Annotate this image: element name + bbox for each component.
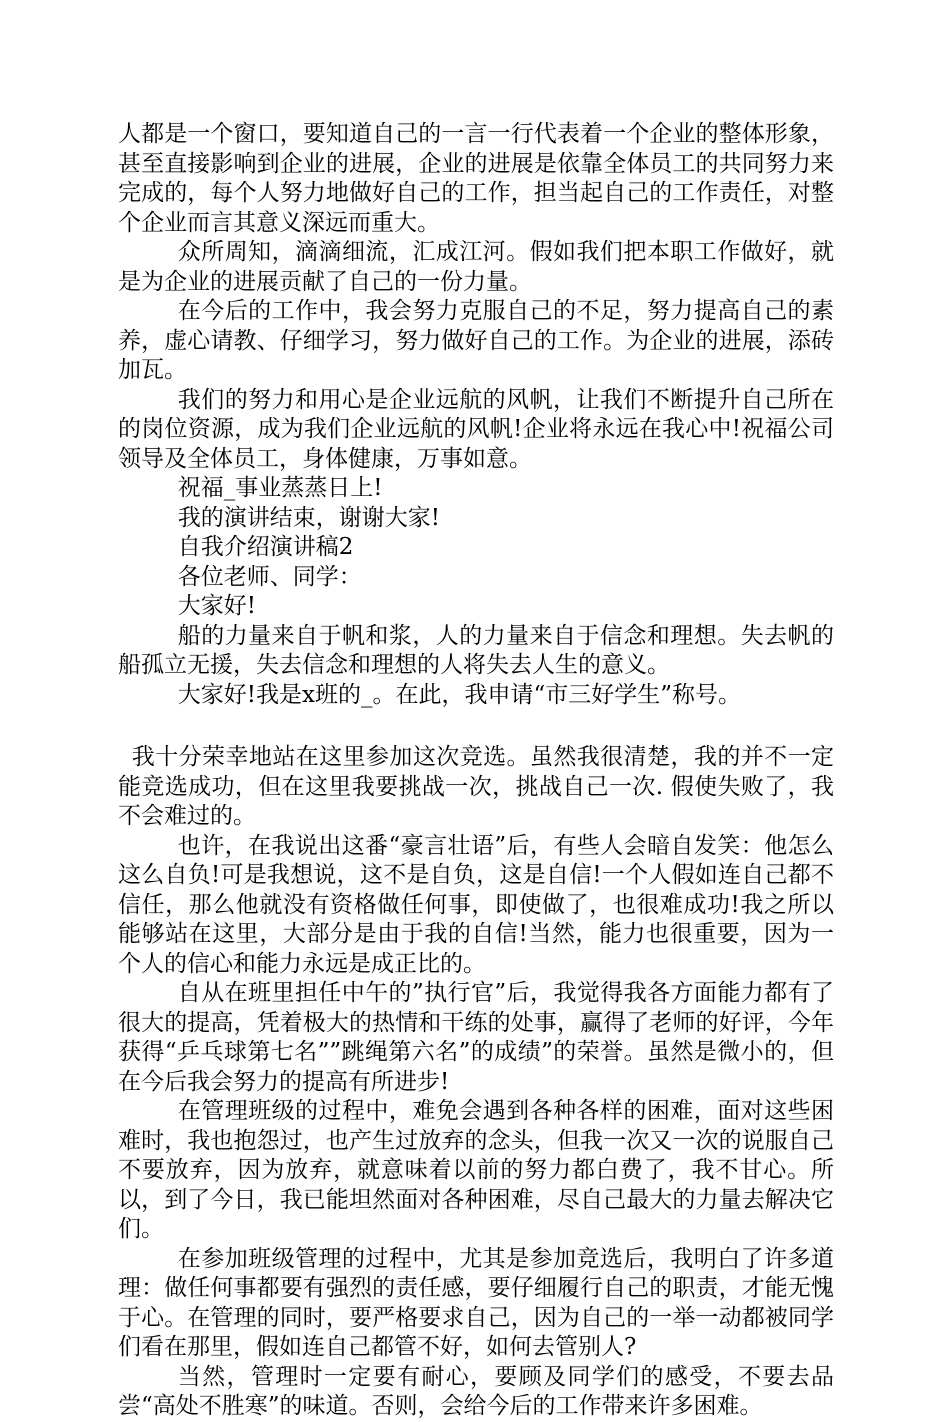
paragraph: 当然，管理时一定要有耐心，要顾及同学们的感受，不要去品尝“高处不胜寒”的味道。否则，会给今后的工作带来许多困难。	[118, 1363, 834, 1419]
paragraph: 在今后的工作中，我会努力克服自己的不足，努力提高自己的素养，虚心请教、仔细学习，努力做好自己的工作。为企业的进展，添砖加瓦。	[118, 298, 834, 383]
section-title: 自我介绍演讲稿2	[177, 534, 354, 560]
paragraph: 众所周知，滴滴细流，汇成江河。假如我们把本职工作做好，就是为企业的进展贡献了自己的一份力量。	[118, 239, 834, 295]
paragraph: 人都是一个窗口，要知道自己的一言一行代表着一个企业的整体形象，甚至直接影响到企业的进展，企业的进展是依靠全体员工的共同努力来完成的，每个人努力地做好自己的工作，担当起自己的工作责任，对整个企业而言其意义深远而重大。	[118, 121, 834, 236]
paragraph: 在管理班级的过程中，难免会遇到各种各样的困难，面对这些困难时，我也抱怨过，也产生过放弃的念头，但我一次又一次的说服自己不要放弃，因为放弃，就意味着以前的努力都白费了，我不甘心。所以，到了今日，我已能坦然面对各种困难，尽自己最大的力量去解决它们。	[118, 1098, 834, 1242]
closing-thanks: 我的演讲结束，谢谢大家!	[177, 504, 441, 531]
document-page	[118, 120, 834, 1422]
paragraph: 也许，在我说出这番“豪言壮语”后，有些人会暗自发笑：他怎么这么自负!可是我想说，这不是自负，这是自信!一个人假如连自己都不信任，那么他就没有资格做任何事，即使做了，也很难成功!我之所以能够站在这里，大部分是由于我的自信!当然，能力也很重要，因为一个人的信心和能力永远是成正比的。	[118, 832, 834, 977]
speech-part-two	[118, 832, 834, 1422]
lead-paragraph: 我十分荣幸地站在这里参加这次竞选。虽然我很清楚，我的并不一定能竞选成功，但在这里我要挑战一次，挑战自己一次. 假使失败了，我不会难过的。	[118, 744, 834, 829]
greeting: 大家好!	[177, 593, 257, 619]
paragraph: 船的力量来自于帆和浆，人的力量来自于信念和理想。失去帆的船孤立无援，失去信念和理想的人将失去人生的意义。	[118, 622, 834, 678]
paragraph: 在参加班级管理的过程中，尤其是参加竞选后，我明白了许多道理：做任何事都要有强烈的责任感，要仔细履行自己的职责，才能无愧于心。在管理的同时，要严格要求自己，因为自己的一举一动都被同学们看在那里，假如连自己都管不好，如何去管别人?	[118, 1245, 834, 1360]
paragraph: 自从在班里担任中午的”执行官”后，我觉得我各方面能力都有了很大的提高，凭着极大的热情和干练的处事，赢得了老师的好评，今年获得“乒乓球第七名””跳绳第六名”的成绩”的荣誉。虽然是微小的，但在今后我会努力的提高有所进步!	[118, 980, 834, 1095]
speech-part-one	[118, 120, 834, 710]
closing-wish: 祝福_事业蒸蒸日上!	[177, 475, 383, 501]
salutation: 各位老师、同学：	[177, 563, 362, 590]
paragraph: 大家好!我是x班的_。在此，我申请“市三好学生”称号。	[177, 681, 742, 708]
paragraph: 我们的努力和用心是企业远航的风帆，让我们不断提升自己所在的岗位资源，成为我们企业远航的风帆!企业将永远在我心中!祝福公司领导及全体员工，身体健康，万事如意。	[118, 386, 834, 472]
